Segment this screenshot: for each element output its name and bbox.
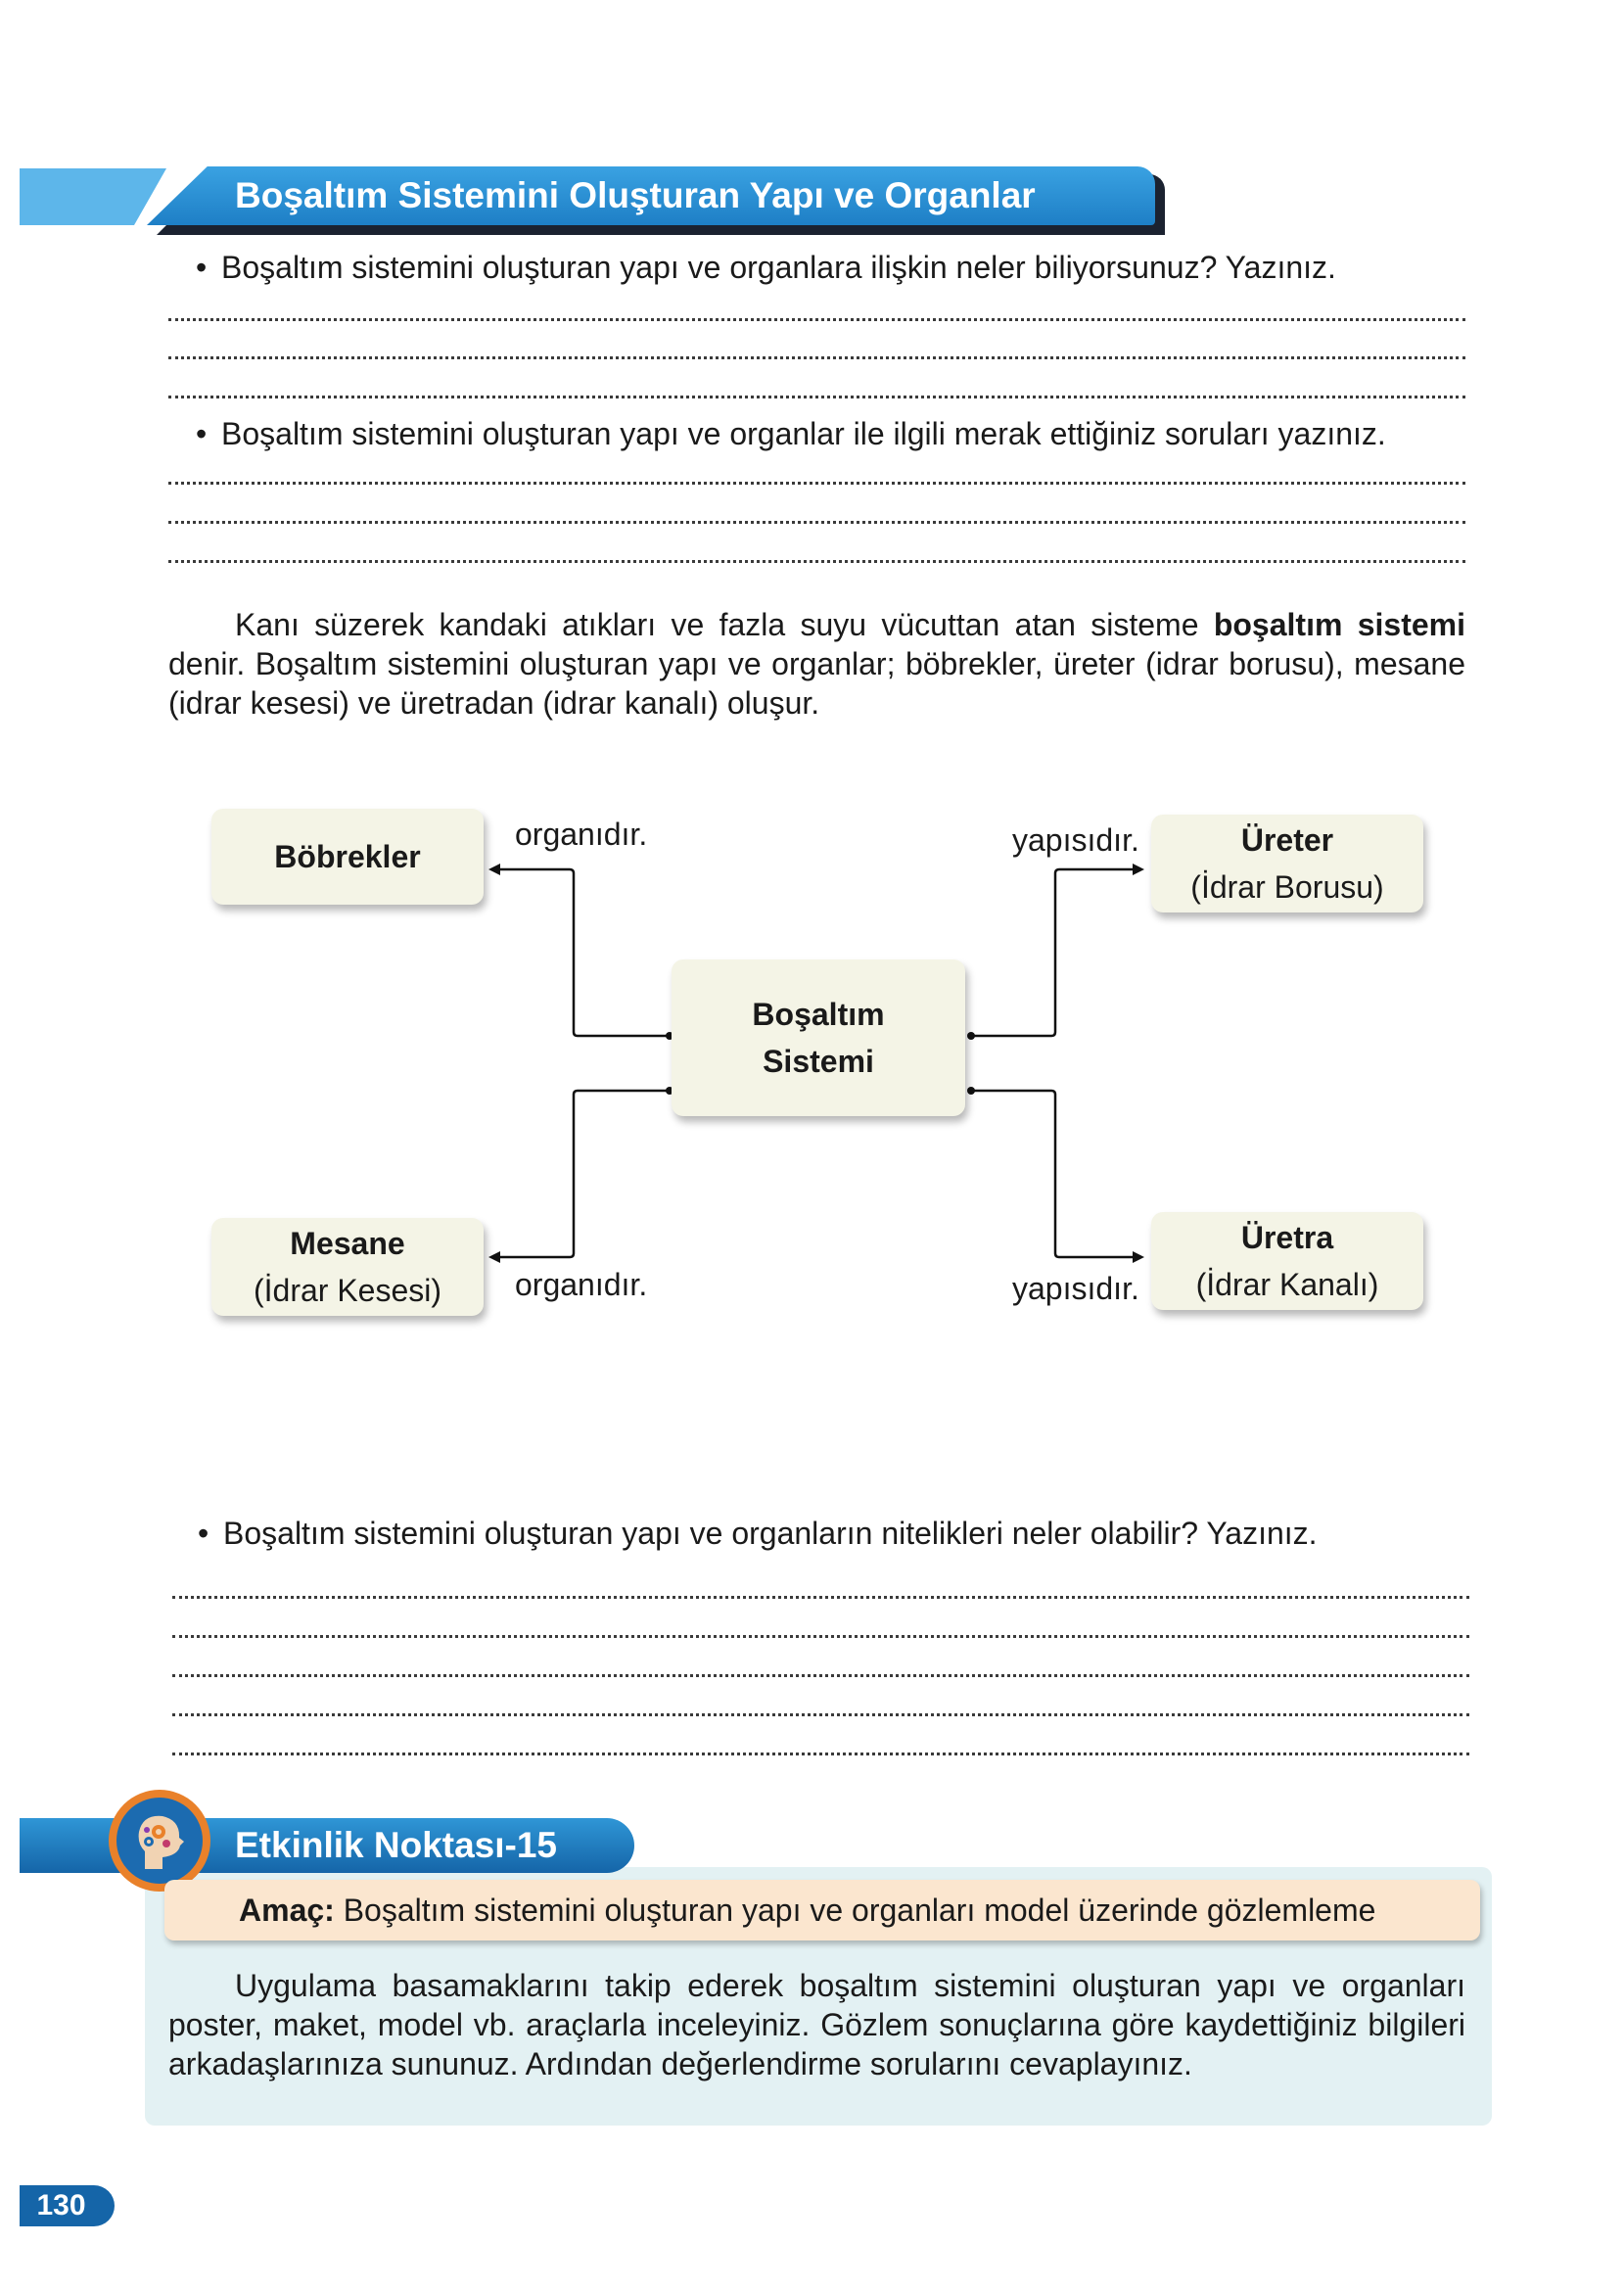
intro-text-2: denir. Boşaltım sistemini oluşturan yapı ve organlar; böbrekler, üreter (idrar borusu), mesane (idrar kesesi) ve üretradan (idrar kanalı) oluşur. bbox=[168, 646, 1465, 721]
connector-dot bbox=[967, 1087, 975, 1095]
node-uretra-sub: (İdrar Kanalı) bbox=[1195, 1267, 1379, 1302]
connector-mesane bbox=[491, 1091, 670, 1257]
node-uretra-name: Üretra bbox=[1240, 1220, 1334, 1255]
activity-title: Etkinlik Noktası-15 bbox=[235, 1825, 558, 1865]
connector-dot bbox=[967, 1032, 975, 1040]
question-1-text: Boşaltım sistemini oluşturan yapı ve organlara ilişkin neler biliyorsunuz? Yazınız. bbox=[221, 250, 1336, 285]
connector-uretra bbox=[971, 1091, 1141, 1257]
section-title: Boşaltım Sistemini Oluşturan Yapı ve Organlar bbox=[235, 175, 1036, 215]
node-ureter-sub: (İdrar Borusu) bbox=[1190, 869, 1384, 905]
node-center-line1: Boşaltım bbox=[752, 997, 885, 1032]
answer-line[interactable] bbox=[172, 1635, 1469, 1638]
bullet: • bbox=[198, 1516, 209, 1551]
aim-text: Boşaltım sistemini oluşturan yapı ve organları model üzerinde gözlemleme bbox=[334, 1893, 1376, 1928]
label-yapisidir-bottom: yapısıdır. bbox=[1012, 1271, 1139, 1306]
node-ureter-name: Üreter bbox=[1240, 822, 1334, 858]
head-gears-icon bbox=[109, 1790, 210, 1892]
node-bobrekler-name: Böbrekler bbox=[274, 839, 421, 874]
aim-box bbox=[164, 1880, 1480, 1940]
question-2-text: Boşaltım sistemini oluşturan yapı ve organlar ile ilgili merak ettiğiniz soruları yazınız. bbox=[221, 416, 1386, 451]
head-gears-icon-glyph bbox=[125, 1806, 194, 1875]
intro-bold-term: boşaltım sistemi bbox=[1213, 607, 1466, 642]
connector-bobrekler bbox=[491, 869, 670, 1036]
answer-line[interactable] bbox=[172, 1713, 1469, 1716]
node-uretra bbox=[1151, 1212, 1423, 1310]
answer-line[interactable] bbox=[172, 1596, 1469, 1599]
connector-ureter bbox=[971, 869, 1141, 1036]
label-organidir-top: organıdır. bbox=[515, 817, 648, 852]
bullet: • bbox=[196, 416, 208, 451]
node-ureter bbox=[1151, 815, 1423, 912]
answer-line[interactable] bbox=[172, 1753, 1469, 1755]
answer-line[interactable] bbox=[172, 1674, 1469, 1677]
activity-body bbox=[168, 1966, 1465, 2083]
node-mesane bbox=[211, 1218, 484, 1316]
question-3 bbox=[198, 1516, 1318, 1552]
label-yapisidir-top: yapısıdır. bbox=[1012, 822, 1139, 858]
activity-body-text: Uygulama basamaklarını takip ederek boşaltım sistemini oluşturan yapı ve organları poster, maket, model vb. araçlarla inceleyiniz. Gözlem sonuçlarına göre kaydettiğiniz bilgileri arkadaşlarınıza sununuz. Ardından değerlendirme sorularını cevaplayınız. bbox=[168, 1968, 1465, 2081]
aim-label: Amaç: bbox=[239, 1893, 335, 1928]
node-mesane-name: Mesane bbox=[290, 1226, 405, 1261]
question-3-text: Boşaltım sistemini oluşturan yapı ve organların nitelikleri neler olabilir? Yazınız. bbox=[223, 1516, 1318, 1551]
intro-text-1: Kanı süzerek kandaki atıkları ve fazla suyu vücuttan atan sisteme bbox=[235, 607, 1214, 642]
page-number: 130 bbox=[20, 2185, 115, 2226]
node-bobrekler bbox=[211, 809, 484, 905]
node-mesane-sub: (İdrar Kesesi) bbox=[253, 1273, 442, 1308]
node-center bbox=[672, 959, 965, 1116]
bullet: • bbox=[196, 250, 208, 285]
node-center-line2: Sistemi bbox=[763, 1044, 874, 1079]
label-organidir-bottom: organıdır. bbox=[515, 1267, 648, 1302]
